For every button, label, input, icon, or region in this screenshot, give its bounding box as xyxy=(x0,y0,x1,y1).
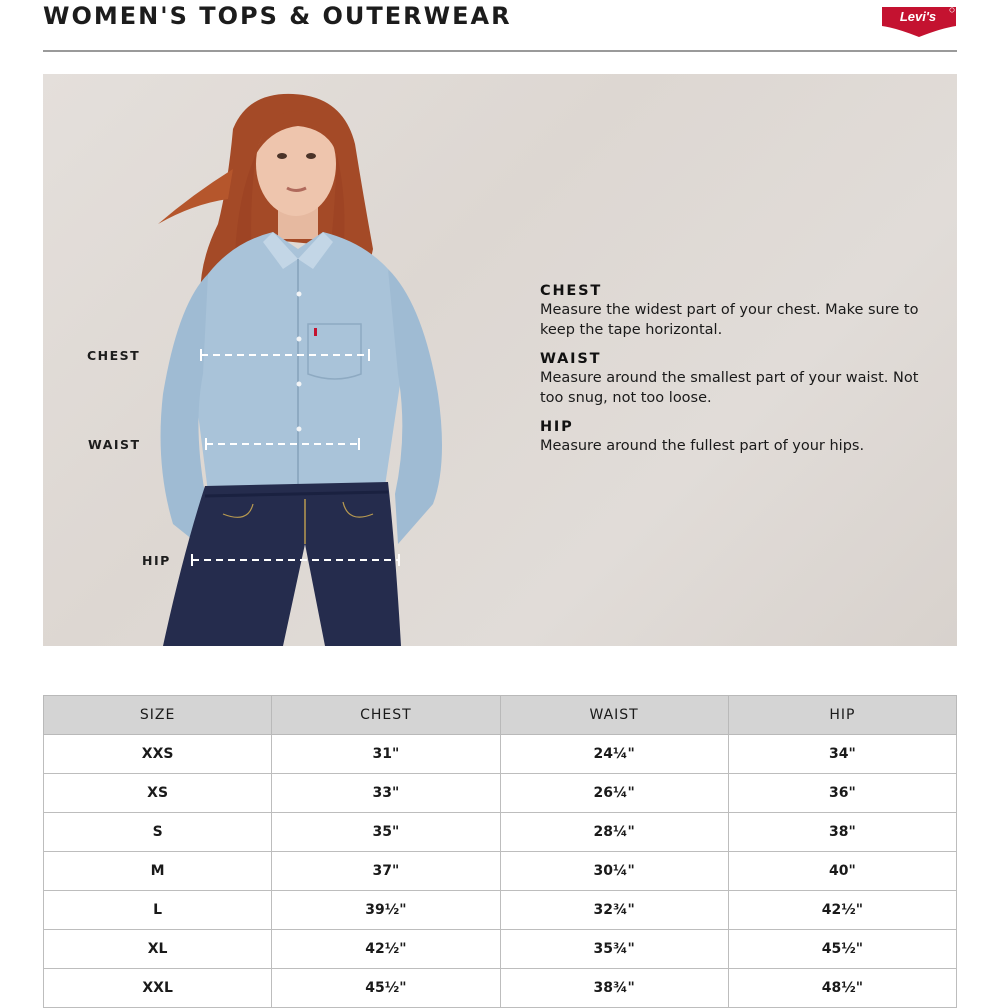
table-row xyxy=(44,774,957,813)
chest-cell: 33" xyxy=(272,774,500,813)
hip-label: HIP xyxy=(142,553,171,568)
chest-label: CHEST xyxy=(87,348,141,363)
column-header-waist: WAIST xyxy=(500,696,728,735)
waist-cell: 24¼" xyxy=(500,735,728,774)
waist-heading: WAIST xyxy=(540,351,602,367)
size-cell: M xyxy=(44,852,272,891)
table-row xyxy=(44,969,957,1008)
hip-heading: HIP xyxy=(540,419,574,435)
model-photo xyxy=(43,74,957,646)
header-divider xyxy=(43,50,957,52)
chest-cell: 45½" xyxy=(272,969,500,1008)
chest-cell: 35" xyxy=(272,813,500,852)
size-cell: XXL xyxy=(44,969,272,1008)
chest-cell: 37" xyxy=(272,852,500,891)
waist-cell: 35¾" xyxy=(500,930,728,969)
hip-cell: 36" xyxy=(728,774,956,813)
table-row xyxy=(44,891,957,930)
table-row xyxy=(44,735,957,774)
page-title: WOMEN'S TOPS & OUTERWEAR xyxy=(43,2,512,30)
waist-cell: 30¼" xyxy=(500,852,728,891)
size-chart-table xyxy=(43,695,957,1008)
chest-cell: 39½" xyxy=(272,891,500,930)
hip-description: Measure around the fullest part of your hips. xyxy=(540,438,865,454)
column-header-size: SIZE xyxy=(44,696,272,735)
waist-cell: 32¾" xyxy=(500,891,728,930)
hip-cell: 40" xyxy=(728,852,956,891)
chest-heading: CHEST xyxy=(540,283,603,299)
size-cell: L xyxy=(44,891,272,930)
hip-cell: 34" xyxy=(728,735,956,774)
hip-cell: 38" xyxy=(728,813,956,852)
waist-cell: 38¾" xyxy=(500,969,728,1008)
chest-description: Measure the widest part of your chest. Make sure to keep the tape horizontal. xyxy=(540,302,919,338)
chest-cell: 31" xyxy=(272,735,500,774)
size-cell: XXS xyxy=(44,735,272,774)
svg-text:Levi's: Levi's xyxy=(899,9,937,24)
waist-cell: 26¼" xyxy=(500,774,728,813)
hip-cell: 45½" xyxy=(728,930,956,969)
table-row xyxy=(44,930,957,969)
table-row xyxy=(44,852,957,891)
table-row xyxy=(44,813,957,852)
column-header-chest: CHEST xyxy=(272,696,500,735)
hip-cell: 42½" xyxy=(728,891,956,930)
measuring-instructions xyxy=(540,282,920,466)
waist-description: Measure around the smallest part of your waist. Not too snug, not too loose. xyxy=(540,370,919,406)
table-header-row xyxy=(44,696,957,735)
size-cell: XL xyxy=(44,930,272,969)
size-cell: XS xyxy=(44,774,272,813)
chest-cell: 42½" xyxy=(272,930,500,969)
waist-label: WAIST xyxy=(88,437,141,452)
column-header-hip: HIP xyxy=(728,696,956,735)
levis-logo xyxy=(880,4,958,40)
waist-cell: 28¼" xyxy=(500,813,728,852)
size-cell: S xyxy=(44,813,272,852)
hip-cell: 48½" xyxy=(728,969,956,1008)
